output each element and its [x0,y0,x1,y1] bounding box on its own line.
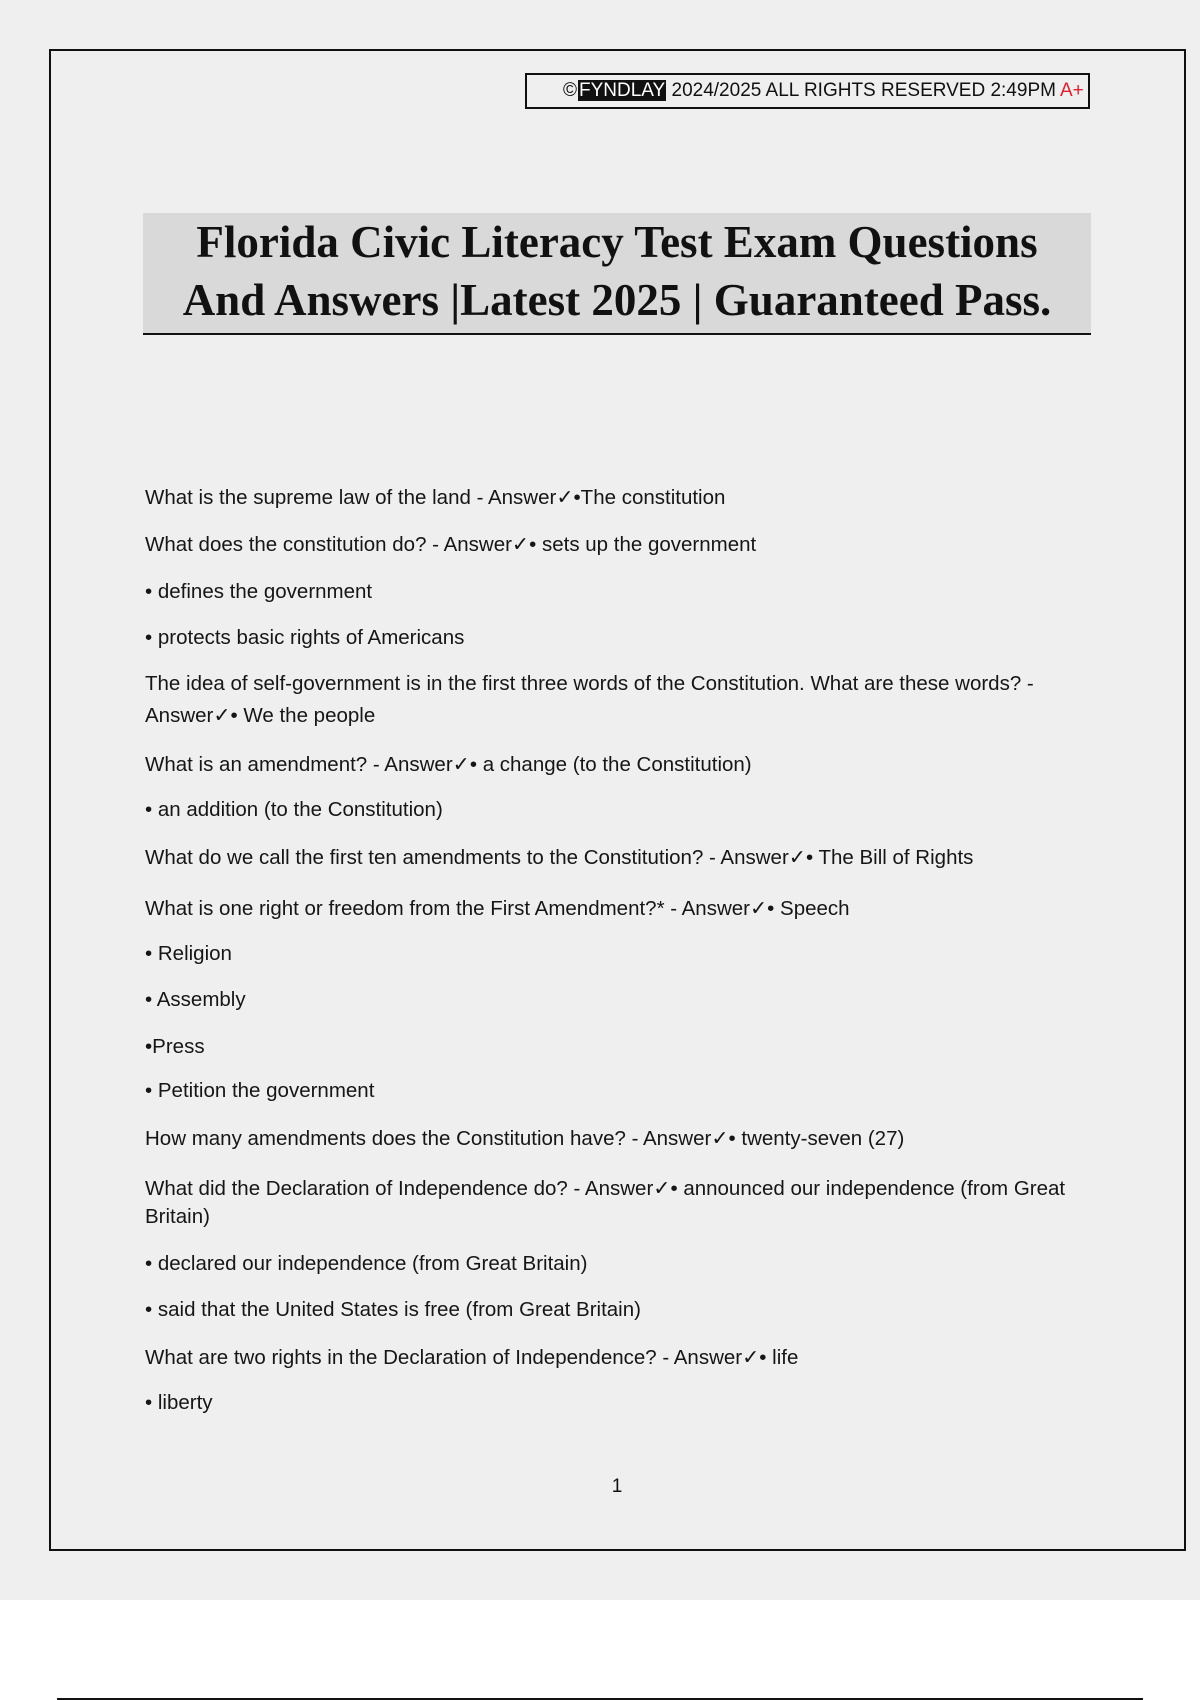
qa-line: • an addition (to the Constitution) [145,798,443,821]
qa-line: The idea of self-government is in the first three words of the Constitution. What are these words? - Answer✓• We the people [145,672,1034,727]
qa-line: • protects basic rights of Americans [145,626,465,649]
qa-line: • defines the government [145,580,373,603]
document-title [143,213,1091,335]
qa-line: What do we call the first ten amendments to the Constitution? - Answer✓• The Bill of Rights [145,846,974,869]
qa-line: • Petition the government [145,1079,375,1102]
qa-line: What did the Declaration of Independence do? - Answer✓• announced our independence (from Great Britain) [145,1177,1066,1228]
qa-line: • liberty [145,1391,213,1414]
title-line-2: And Answers |Latest 2025 | Guaranteed Pass. [182,275,1052,325]
qa-line: What is the supreme law of the land - Answer✓•The constitution [145,486,726,509]
qa-line: What is an amendment? - Answer✓• a change (to the Constitution) [145,753,752,776]
copyright-header [525,73,1090,109]
qa-line: How many amendments does the Constitution have? - Answer✓• twenty-seven (27) [145,1127,905,1150]
rights-text: 2024/2025 ALL RIGHTS RESERVED 2:49PM [666,80,1056,101]
brand-label: FYNDLAY [579,80,666,101]
copyright-symbol: © [563,80,577,101]
qa-line: What are two rights in the Declaration of Independence? - Answer✓• life [145,1346,799,1369]
title-line-1: Florida Civic Literacy Test Exam Questions [196,217,1038,267]
qa-line: • Religion [145,942,232,965]
grade-badge: A+ [1059,80,1084,101]
qa-line: • Assembly [145,988,246,1011]
qa-line: • said that the United States is free (from Great Britain) [145,1298,641,1321]
qa-line: • declared our independence (from Great Britain) [145,1252,588,1275]
qa-line: What is one right or freedom from the First Amendment?* - Answer✓• Speech [145,897,850,920]
qa-line: •Press [145,1035,205,1058]
qa-line: What does the constitution do? - Answer✓• sets up the government [145,533,757,556]
page-number: 1 [611,1476,623,1497]
